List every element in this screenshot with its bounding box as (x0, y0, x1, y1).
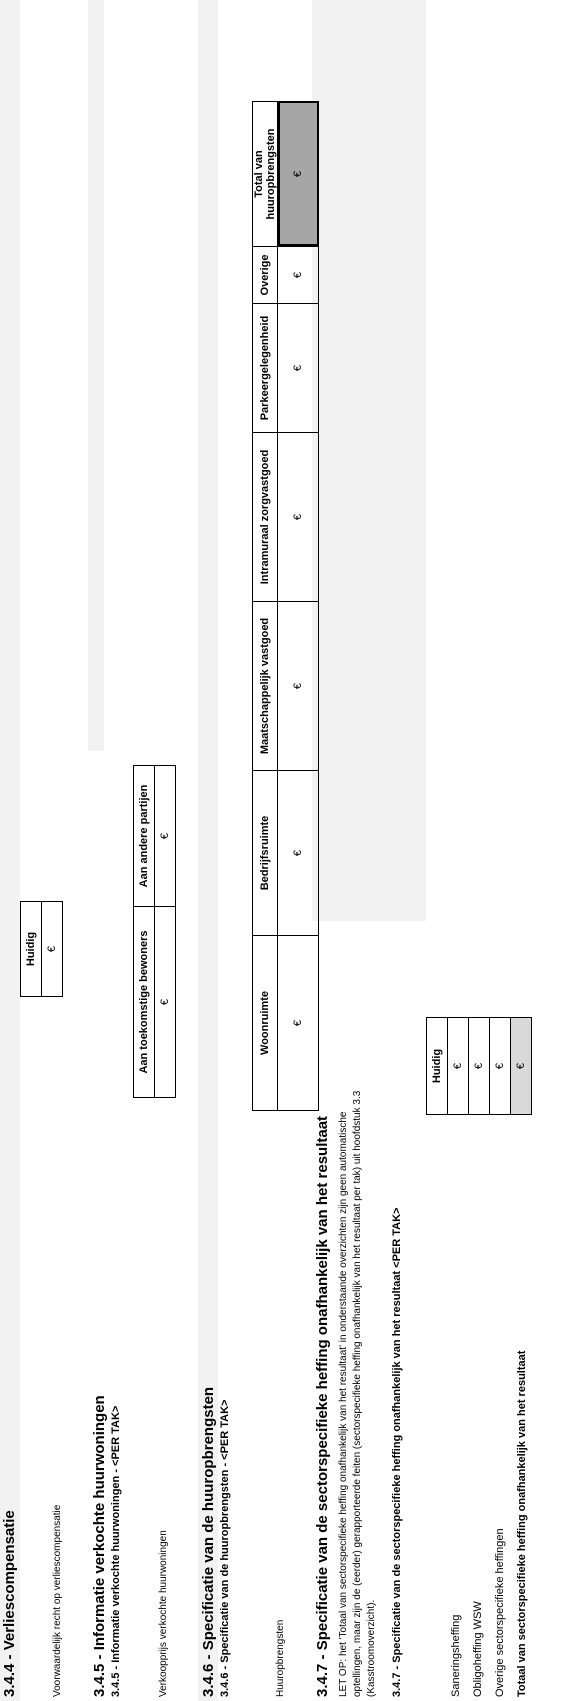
col-header-huidig: Huidig (427, 1018, 448, 1115)
section-title-346: 3.4.6 - Specificatie van de huuropbrengsten (200, 1386, 217, 1697)
header-band-344 (0, 0, 20, 1701)
col-header-totaal: Total van huuropbrengsten (253, 102, 278, 247)
col-header-intramuraal-zorgvastgoed: Intramuraal zorgvastgoed (253, 433, 278, 602)
col-header-woonruimte: Woonruimte (253, 936, 278, 1111)
section-subtitle-346: 3.4.6 - Specificatie van de huuropbrengsten - <PER TAK> (219, 1399, 231, 1697)
table-346 (252, 101, 319, 1111)
cell-value[interactable]: € (278, 602, 319, 771)
col-header-maatschappelijk-vastgoed: Maatschappelijk vastgoed (253, 602, 278, 771)
cell-value[interactable]: € (155, 766, 176, 907)
row-label-obligoheffing: Obligoheffing WSW (472, 1601, 484, 1697)
col-header-bedrijfsruimte: Bedrijfsruimte (253, 771, 278, 936)
row-label-huuropbrengsten: Huuropbrengsten (275, 1619, 286, 1697)
table-345 (133, 765, 176, 1098)
section-title-344: 3.4.4 - Verliescompensatie (1, 1510, 18, 1697)
cell-value[interactable]: € (155, 907, 176, 1098)
section-title-345: 3.4.5 - Informatie verkochte huurwoningen (91, 1395, 108, 1697)
col-header-toekomstige-bewoners: Aan toekomstige bewoners (134, 907, 155, 1098)
cell-value[interactable]: € (278, 433, 319, 602)
cell-value[interactable]: € (278, 771, 319, 936)
note-line-2: optellingen, maar zijn de (eerder) gerapporteerde feiten (sectorspecifieke heffing onafhankelijk van het resultaat per tak) uit hoofdstuk 3.3 (352, 1090, 363, 1697)
col-header-huidig: Huidig (21, 902, 42, 997)
row-label-saneringsheffing: Saneringsheffing (450, 1614, 462, 1697)
cell-value[interactable]: € (490, 1018, 511, 1115)
cell-value[interactable]: € (42, 902, 63, 997)
cell-value[interactable]: € (469, 1018, 490, 1115)
section-subtitle-347: 3.4.7 - Specificatie van de sectorspecifieke heffing onafhankelijk van het resultaat <PER TAK> (391, 1207, 403, 1697)
col-header-overige: Overige (253, 247, 278, 304)
cell-total-value[interactable]: € (511, 1018, 532, 1115)
section-subtitle-345: 3.4.5 - Informatie verkochte huurwoningen - <PER TAK> (110, 1405, 122, 1697)
note-line-3: (Kasstroomoverzicht). (366, 1599, 377, 1697)
row-label-verkoopprijs: Verkoopprijs verkochte huurwoningen (158, 1530, 169, 1697)
cell-value[interactable]: € (278, 247, 319, 304)
col-header-parkeergelegenheid: Parkeergelegenheid (253, 304, 278, 433)
cell-value[interactable]: € (448, 1018, 469, 1115)
header-band-347 (312, 0, 426, 921)
table-347 (426, 1017, 532, 1115)
note-line-1: LET OP: het 'Totaal van sectorspecifieke heffing onafhankelijk van het resultaat' in onderstaande overzichten zijn geen automatische (338, 1111, 349, 1697)
header-band-345 (88, 0, 104, 751)
section-title-347: 3.4.7 - Specificatie van de sectorspecifieke heffing onafhankelijk van het resultaat (314, 1115, 331, 1697)
row-label-verliescompensatie: Voorwaardelijk recht op verliescompensatie (52, 1504, 63, 1697)
cell-total-value[interactable]: € (278, 102, 319, 247)
cell-value[interactable]: € (278, 936, 319, 1111)
row-label-overige-heffingen: Overige sectorspecifieke heffingen (494, 1528, 506, 1697)
table-344 (20, 901, 63, 997)
cell-value[interactable]: € (278, 304, 319, 433)
row-label-totaal-heffing: Totaal van sectorspecifieke heffing onafhankelijk van het resultaat (516, 1350, 528, 1697)
col-header-andere-partijen: Aan andere partijen (134, 766, 155, 907)
